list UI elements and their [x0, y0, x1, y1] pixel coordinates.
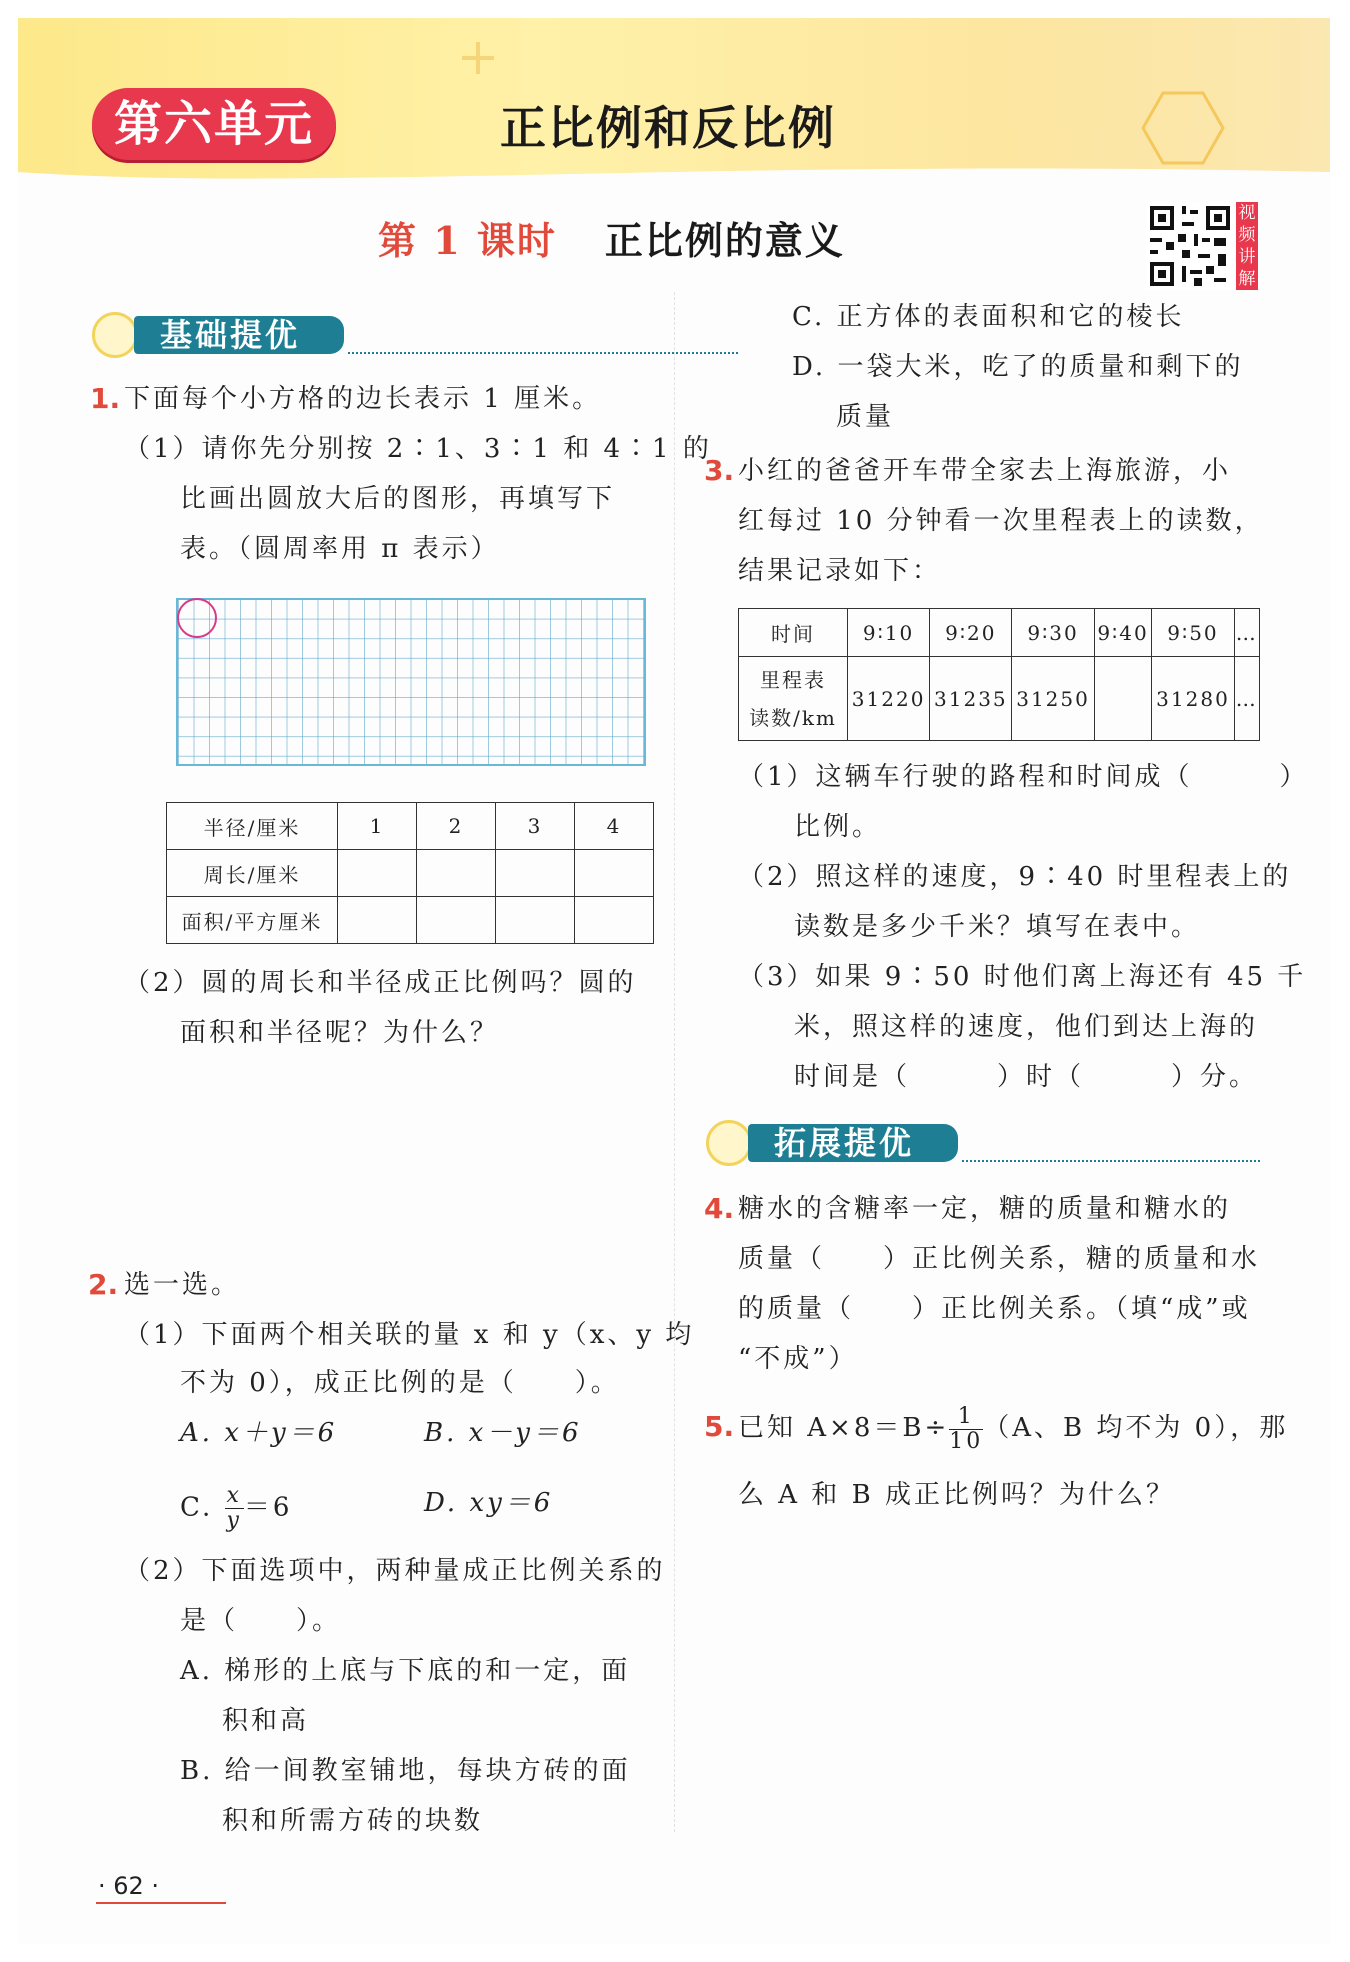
section-basic-rule [348, 352, 738, 354]
fraction-denominator: 10 [949, 1428, 984, 1454]
q2-text: 选一选。 [124, 1270, 241, 1300]
q1-text: 下面每个小方格的边长表示 1 厘米。 [124, 384, 602, 414]
section-extend-rule [962, 1160, 1260, 1162]
q5-line2: 么 A 和 B 成正比例吗？为什么？ [738, 1480, 1175, 1510]
table-row [739, 657, 1260, 741]
lesson-number: 第 1 课时 [378, 218, 557, 263]
reading-cell: 31235 [930, 657, 1012, 741]
drawing-grid[interactable] [176, 598, 646, 766]
unit-circle [177, 598, 217, 638]
answer-cell[interactable] [496, 850, 575, 897]
section-basic-title: 基础提优 [134, 316, 344, 354]
row-header-circumference: 周长/厘米 [167, 850, 338, 897]
q2-number: 2. [88, 1268, 119, 1301]
radius-cell: 1 [338, 803, 417, 850]
answer-cell[interactable] [575, 850, 654, 897]
radius-cell: 3 [496, 803, 575, 850]
fraction-x-over-y [225, 1484, 244, 1533]
q3-number: 3. [704, 454, 735, 487]
hexagon-decoration [1138, 88, 1228, 168]
table-row [167, 897, 654, 944]
option-c-label: C. [180, 1492, 214, 1523]
circle-table [166, 802, 654, 944]
reading-cell: 31250 [1012, 657, 1094, 741]
reading-cell: … [1234, 657, 1259, 741]
option2-d-line1[interactable]: D. 一袋大米，吃了的质量和剩下的 [792, 352, 1244, 382]
plus-decoration [458, 38, 498, 78]
answer-cell[interactable] [417, 897, 496, 944]
odometer-table [738, 608, 1260, 741]
table-row [167, 803, 654, 850]
q5-number: 5. [704, 1410, 735, 1443]
q3-sub1-line1: （1）这辆车行驶的路程和时间成（ ） [738, 762, 1309, 792]
column-divider [674, 292, 675, 1832]
reading-answer-cell[interactable] [1094, 657, 1152, 741]
section-extend-title: 拓展提优 [748, 1124, 958, 1162]
radius-cell: 2 [417, 803, 496, 850]
time-cell: … [1234, 609, 1259, 657]
lesson-title [378, 210, 845, 265]
reading-header [739, 657, 848, 741]
q3-sub2-line1: （2）照这样的速度，9∶40 时里程表上的 [738, 862, 1292, 892]
lesson-name: 正比例的意义 [604, 218, 845, 263]
q3-sub3-line1: （3）如果 9∶50 时他们离上海还有 45 千 [738, 962, 1307, 992]
q2-sub1-line1: （1）下面两个相关联的量 x 和 y（x、y 均 [124, 1320, 695, 1350]
q3-line1: 小红的爸爸开车带全家去上海旅游，小 [738, 456, 1232, 486]
option2-a-line2: 积和高 [222, 1706, 310, 1736]
q5-line1 [738, 1400, 1288, 1456]
time-cell: 9∶10 [848, 609, 930, 657]
reading-header-line1: 里程表 [760, 667, 826, 692]
option2-c[interactable]: C. 正方体的表面积和它的棱长 [792, 302, 1185, 332]
table-row [739, 609, 1260, 657]
q3-sub3-line2: 米，照这样的速度，他们到达上海的 [794, 1012, 1259, 1042]
q3-line2: 红每过 10 分钟看一次里程表上的读数， [738, 506, 1264, 536]
reading-cell: 31220 [848, 657, 930, 741]
answer-cell[interactable] [417, 850, 496, 897]
q5-line1-a: 已知 A×8＝B÷ [738, 1413, 950, 1443]
reading-header-line2: 读数/km [749, 705, 837, 730]
qr-code-icon[interactable] [1146, 202, 1234, 290]
q1-sub1-line1: （1）请你先分别按 2∶1、3∶1 和 4∶1 的 [124, 434, 712, 464]
q1-number: 1. [90, 382, 121, 415]
page-number: · 62 · [98, 1872, 160, 1900]
q2-sub2-line2: 是（ ）。 [180, 1606, 342, 1636]
reading-cell: 31280 [1152, 657, 1234, 741]
option2-a-line1[interactable]: A. 梯形的上底与下底的和一定，面 [180, 1656, 631, 1686]
answer-cell[interactable] [338, 850, 417, 897]
q3-sub2-line2: 读数是多少千米？填写在表中。 [794, 912, 1201, 942]
radius-cell: 4 [575, 803, 654, 850]
unit-title: 正比例和反比例 [500, 101, 836, 155]
option-a[interactable]: A. x＋y＝6 [180, 1418, 338, 1448]
page-number-rule [96, 1902, 226, 1904]
q4-line4: “不成”） [738, 1344, 858, 1374]
q1-sub2-line2: 面积和半径呢？为什么？ [180, 1018, 500, 1048]
option2-b-line1[interactable]: B. 给一间教室铺地，每块方砖的面 [180, 1756, 631, 1786]
option2-d-line2: 质量 [836, 402, 895, 432]
q1-sub1-line2: 比画出圆放大后的图形，再填写下 [180, 484, 616, 514]
banner-wave [18, 158, 1330, 192]
option-d[interactable]: D. xy＝6 [424, 1488, 554, 1518]
answer-cell[interactable] [338, 897, 417, 944]
option-c[interactable] [180, 1484, 292, 1533]
fraction-numerator: x [226, 1483, 242, 1508]
row-header-area: 面积/平方厘米 [167, 897, 338, 944]
unit-badge: 第六单元 [92, 88, 336, 160]
time-cell: 9∶20 [930, 609, 1012, 657]
fraction-denominator: y [226, 1508, 242, 1533]
qr-video-label: 视频讲解 [1236, 202, 1258, 290]
q5-line1-b: （A、B 均不为 0），那 [983, 1413, 1289, 1443]
option-b[interactable]: B. x－y＝6 [424, 1418, 582, 1448]
q4-line1: 糖水的含糖率一定，糖的质量和糖水的 [738, 1194, 1232, 1224]
answer-cell[interactable] [496, 897, 575, 944]
time-cell: 9∶40 [1094, 609, 1152, 657]
q2-sub1-line2: 不为 0），成正比例的是（ ）。 [180, 1368, 620, 1398]
q2-sub2-line1: （2）下面选项中，两种量成正比例关系的 [124, 1556, 666, 1586]
option-c-value: ＝6 [243, 1492, 293, 1523]
time-cell: 9∶50 [1152, 609, 1234, 657]
fraction-numerator: 1 [949, 1405, 983, 1430]
q1-sub1-line3: 表。（圆周率用 π 表示） [180, 534, 500, 564]
time-cell: 9∶30 [1012, 609, 1094, 657]
table-row [167, 850, 654, 897]
q4-number: 4. [704, 1192, 735, 1225]
q3-sub3-line3: 时间是（ ）时（ ）分。 [794, 1062, 1259, 1092]
q1-sub2-line1: （2）圆的周长和半径成正比例吗？圆的 [124, 968, 637, 998]
q4-line3: 的质量（ ）正比例关系。（填“成”或 [738, 1294, 1251, 1324]
gear-icon [92, 312, 138, 358]
answer-cell[interactable] [575, 897, 654, 944]
trophy-icon [706, 1120, 752, 1166]
row-header-radius: 半径/厘米 [167, 803, 338, 850]
q3-line3: 结果记录如下： [738, 556, 942, 586]
q3-sub1-line2: 比例。 [794, 812, 882, 842]
q4-line2: 质量（ ）正比例关系，糖的质量和水 [738, 1244, 1261, 1274]
time-header: 时间 [739, 609, 848, 657]
option2-b-line2: 积和所需方砖的块数 [222, 1806, 484, 1836]
fraction-one-tenth [949, 1405, 983, 1454]
